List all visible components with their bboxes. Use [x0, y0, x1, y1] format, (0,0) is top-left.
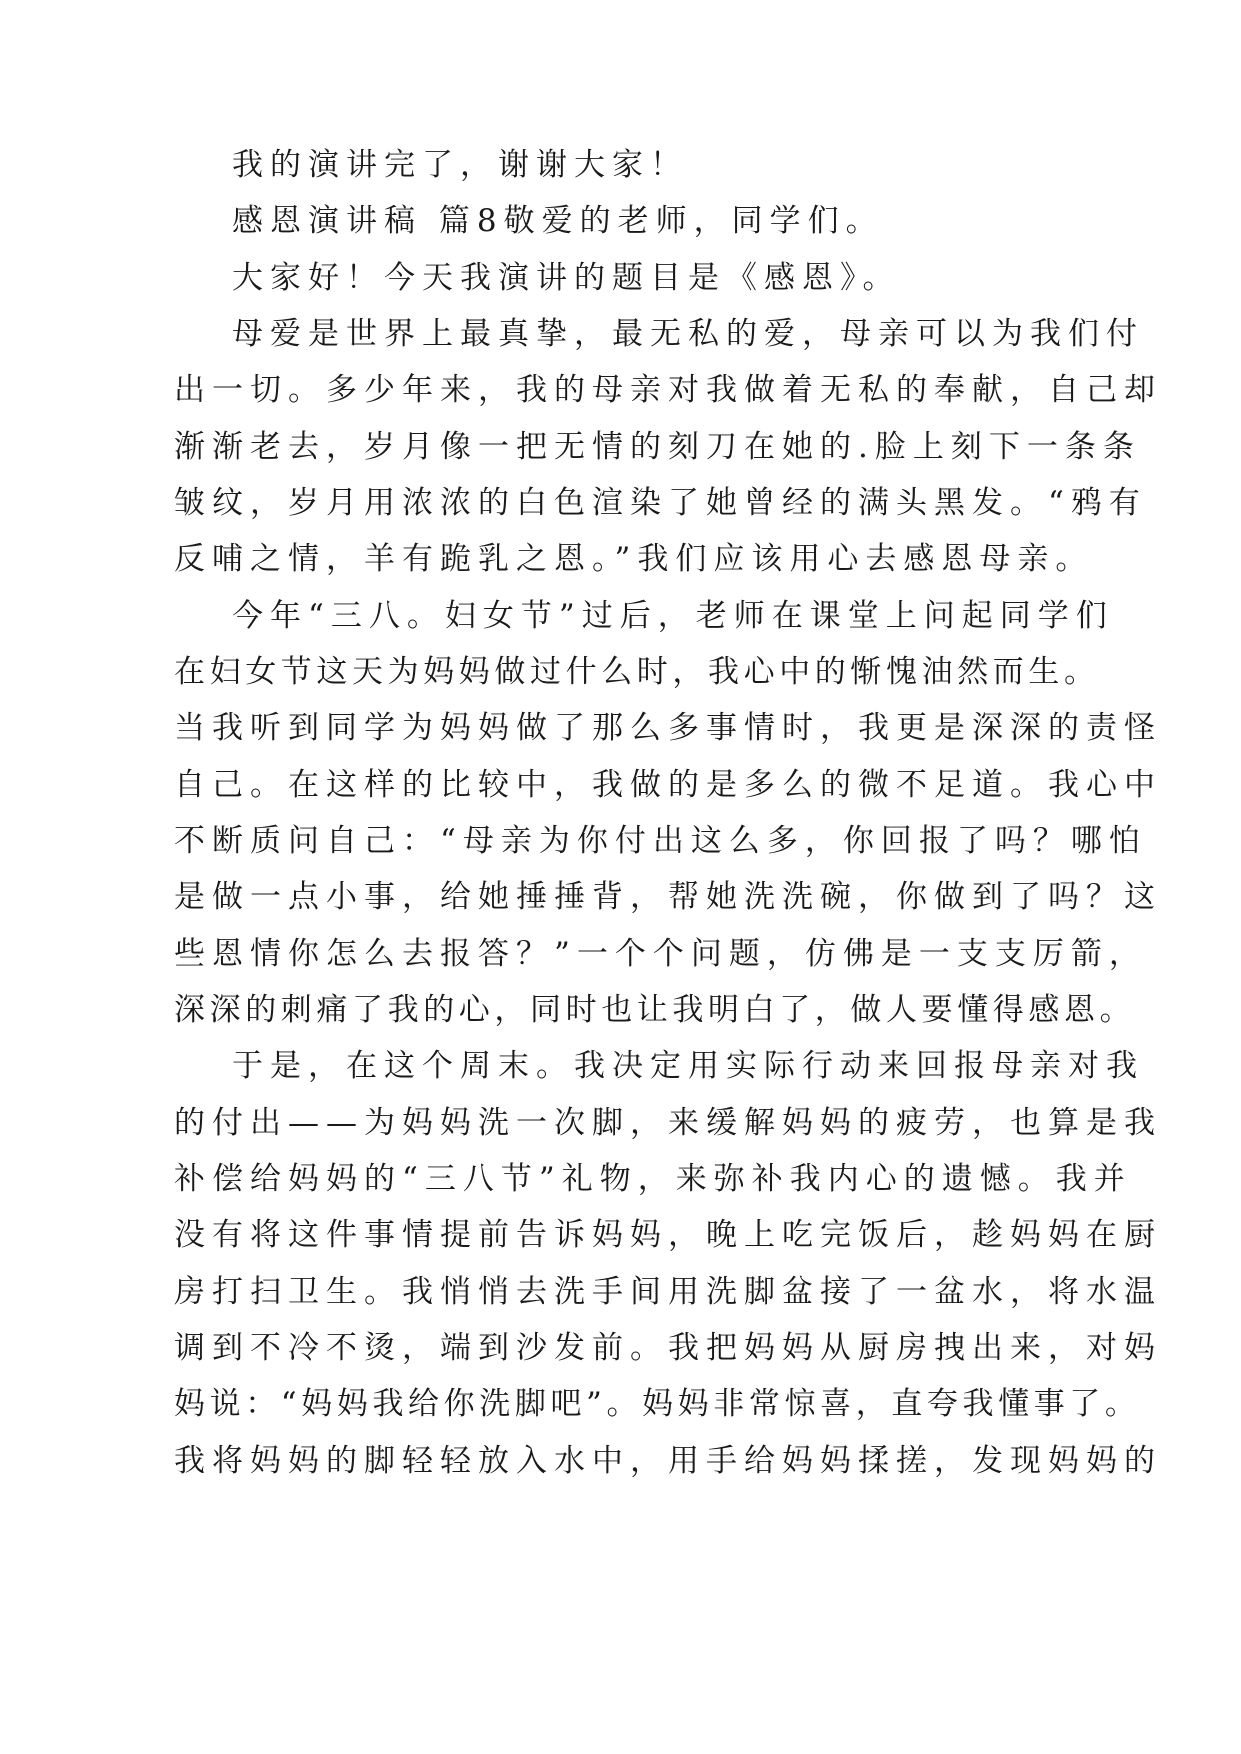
text-line: 房打扫卫生。我悄悄去洗手间用洗脚盆接了一盆水，将水温: [174, 1274, 1162, 1310]
text-line: 妈说：“妈妈我给你洗脚吧”。妈妈非常惊喜，直夸我懂事了。: [174, 1386, 1141, 1422]
text-line: 我的演讲完了，谢谢大家！: [232, 147, 688, 183]
text-line: 些恩情你怎么去报答？”一个个问题，仿佛是一支支厉箭，: [174, 936, 1147, 972]
text-line: 大家好！今天我演讲的题目是《感恩》。: [232, 260, 901, 296]
text-line: 反哺之情，羊有跪乳之恩。”我们应该用心去感恩母亲。: [174, 541, 1094, 577]
text-line: 自己。在这样的比较中，我做的是多么的微不足道。我心中: [174, 767, 1162, 803]
text-line: 调到不冷不烫，端到沙发前。我把妈妈从厨房拽出来，对妈: [174, 1330, 1162, 1366]
text-line: 今年“三八。妇女节”过后，老师在课堂上问起同学们: [232, 598, 1114, 634]
text-line: 不断质问自己：“母亲为你付出这么多，你回报了吗？哪怕: [174, 823, 1147, 859]
text-line: 没有将这件事情提前告诉妈妈，晚上吃完饭后，趁妈妈在厨: [174, 1217, 1162, 1253]
text-line: 当我听到同学为妈妈做了那么多事情时，我更是深深的责怪: [174, 710, 1162, 746]
text-line: 皱纹，岁月用浓浓的白色渲染了她曾经的满头黑发。“鸦有: [174, 485, 1147, 521]
text-line: 于是，在这个周末。我决定用实际行动来回报母亲对我: [232, 1048, 1144, 1084]
text-line: 的付出——为妈妈洗一次脚，来缓解妈妈的疲劳，也算是我: [174, 1105, 1162, 1141]
text-line: 在妇女节这天为妈妈做过什么时，我心中的惭愧油然而生。: [174, 654, 1100, 690]
text-line: 感恩演讲稿 篇8敬爱的老师，同学们。: [232, 203, 884, 239]
text-line: 深深的刺痛了我的心，同时也让我明白了，做人要懂得感恩。: [174, 992, 1136, 1028]
text-line: 渐渐老去，岁月像一把无情的刻刀在她的.脸上刻下一条条: [174, 429, 1141, 465]
text-line: 母爱是世界上最真挚，最无私的爱，母亲可以为我们付: [232, 316, 1144, 352]
text-line: 是做一点小事，给她捶捶背，帮她洗洗碗，你做到了吗？这: [174, 879, 1162, 915]
text-line: 我将妈妈的脚轻轻放入水中，用手给妈妈揉搓，发现妈妈的: [174, 1443, 1162, 1479]
text-line: 补偿给妈妈的“三八节”礼物，来弥补我内心的遗憾。我并: [174, 1161, 1132, 1197]
text-line: 出一切。多少年来，我的母亲对我做着无私的奉献，自己却: [174, 372, 1162, 408]
